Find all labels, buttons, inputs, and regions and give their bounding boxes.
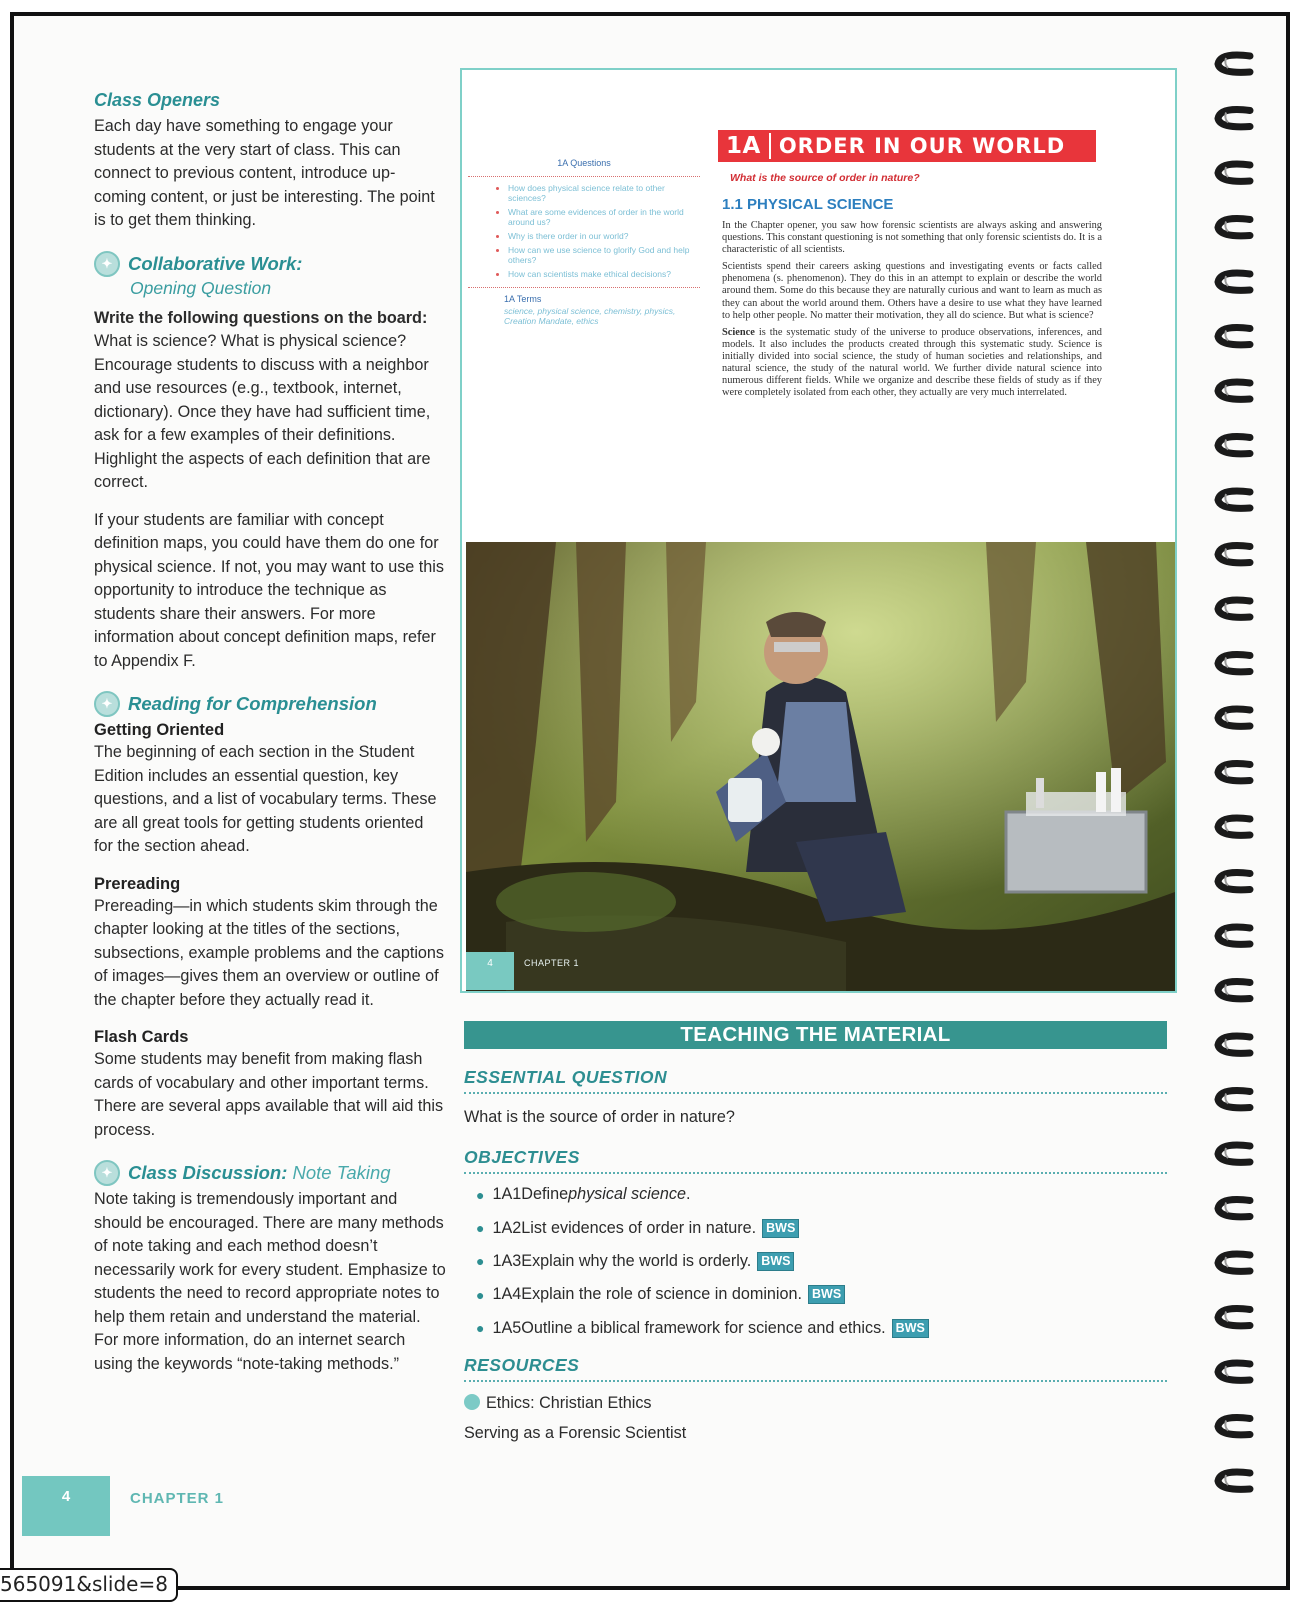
- spiral-coil: [1218, 1254, 1250, 1271]
- prereading-title: Prereading: [94, 874, 181, 893]
- section-banner: 1A ORDER IN OUR WORLD: [718, 130, 1096, 162]
- getting-oriented-text: The beginning of each section in the Student Edition includes an essential question, key questions, and a list of vocabulary terms. These are all great tools for getting students oriented for the section ahead.: [94, 743, 437, 855]
- question-item: • Why is there order in our world?: [508, 231, 700, 241]
- getting-oriented-title: Getting Oriented: [94, 721, 225, 739]
- spiral-coil: [1218, 982, 1250, 999]
- flash-cards-title: Flash Cards: [94, 1028, 189, 1046]
- collab-text: Write the following questions on the board: What is science? What is physical science? Encourage students to discuss with a neighbor and use resources (e.g., textbook, internet, dictionary). Once they have had sufficient time, ask for a few examples of their definitions. Highlight the aspects of each definition that are correct.: [94, 308, 431, 491]
- spiral-coil: [1218, 1145, 1250, 1162]
- forensic-scientist-photo: [466, 542, 1175, 993]
- spiral-coil: [1218, 1472, 1250, 1489]
- terms-list: science, physical science, chemistry, physics, Creation Mandate, ethics: [504, 306, 676, 326]
- discussion-text: Note taking is tremendously important and should be encouraged. There are many methods of note taking and each method doesn’t necessarily work for every student. Emphasize to students the need to record appropriate notes to help them retain and understand the material. For more information, do an internet search using the keywords “note-taking methods.”: [94, 1190, 446, 1373]
- prereading-text: Prereading—in which students skim through the chapter looking at the titles of the sections, subsections, example problems and the captions of images—gives them an overview or outline of the chapter before they actually read it.: [94, 896, 445, 1009]
- spiral-coil: [1218, 927, 1250, 944]
- spiral-coil: [1218, 1091, 1250, 1108]
- resources-section: [464, 1354, 1167, 1444]
- photo-page-number: 4: [466, 952, 514, 990]
- student-body-text: In the Chapter opener, you saw how forensic scientists are always asking and answering questions. This constant questioning is not something that only forensic scientists do. It is a characteristic of all scientists. Scientists spend their careers asking questions and investigating events or facts called phenomena (s. phenomenon). They do this in an attempt to explain or describe the world around them. Some do this because they are naturally curious and want to learn as much as they can about the world around them. Others have a desire to use what they have learned to help other people. No matter their motivation, they all do science. But what is science? Science is the systematic study of the universe to produce observations, inferences, and models. It also includes the products created through this systematic study. Science is initially divided into social science, the study of human societies and relationships, and natural science, the study of the natural world. We further divide natural science into numerous different fields. While we organize and describe these fields of study as if they were completely isolated from each other, they actually are very much interrelated.: [722, 220, 1102, 399]
- questions-title: 1A Questions: [557, 158, 611, 168]
- spiral-coil: [1218, 273, 1250, 290]
- spiral-coil: [1218, 219, 1250, 236]
- question-item: • How does physical science relate to other sciences?: [508, 183, 700, 203]
- resources-heading: RESOURCES: [464, 1354, 1167, 1382]
- bws-badge: BWS: [757, 1252, 794, 1271]
- objective-item: ● 1A5 Outline a biblical framework for science and ethics. BWS: [464, 1312, 1167, 1345]
- questions-box: [468, 158, 700, 326]
- collab-heading: ✦ Collaborative Work:: [94, 251, 446, 277]
- class-openers-text: Each day have something to engage your students at the very start of class. This can connect to previous content, introduce up-coming content, or just be interesting. The point is to get them thinking.: [94, 117, 435, 229]
- bws-badge: BWS: [892, 1319, 929, 1338]
- student-page-thumbnail: [460, 68, 1177, 993]
- spiral-coil: [1218, 546, 1250, 563]
- spiral-coil: [1218, 818, 1250, 835]
- spiral-coil: [1218, 655, 1250, 672]
- spiral-coil: [1218, 1418, 1250, 1435]
- objective-item: ● 1A3 Explain why the world is orderly. BWS: [464, 1245, 1167, 1278]
- questions-list: [468, 183, 700, 279]
- photo-illustration: [466, 542, 1175, 993]
- spiral-coil: [1218, 1363, 1250, 1380]
- reading-heading: ✦ Reading for Comprehension: [94, 691, 446, 717]
- spiral-binding: [1206, 40, 1266, 1540]
- spiral-coil: [1218, 764, 1250, 781]
- footer-chapter: CHAPTER 1: [130, 1490, 225, 1507]
- spiral-coil: [1218, 491, 1250, 508]
- spiral-coil: [1218, 1200, 1250, 1217]
- objectives-heading: OBJECTIVES: [464, 1146, 1167, 1174]
- url-fragment-tab: 565091&slide=8: [0, 1568, 178, 1602]
- section-title: 1.1 PHYSICAL SCIENCE: [722, 196, 894, 213]
- objective-item: ● 1A1 Define physical science .: [476, 1185, 691, 1204]
- essential-question-section: [464, 1066, 1167, 1128]
- resource-item: Ethics: Christian Ethics: [464, 1392, 1167, 1414]
- discussion-icon: ✦: [94, 1160, 120, 1186]
- photo-chapter-label: CHAPTER 1: [524, 958, 580, 968]
- reading-icon: ✦: [94, 691, 120, 717]
- teacher-notes-column: [94, 88, 446, 1390]
- spiral-coil: [1218, 873, 1250, 890]
- spiral-coil: [1218, 328, 1250, 345]
- page-number-tab: 4: [22, 1476, 110, 1536]
- spiral-coil: [1218, 110, 1250, 127]
- teaching-material-bar: TEACHING THE MATERIAL: [464, 1021, 1167, 1049]
- question-item: • How can we use science to glorify God and help others?: [508, 245, 700, 265]
- objectives-section: [464, 1146, 1167, 1345]
- spiral-coil: [1218, 437, 1250, 454]
- question-item: • How can scientists make ethical decisions?: [508, 269, 700, 279]
- spiral-coil: [1218, 55, 1250, 72]
- collab-subheading: Opening Question: [130, 277, 272, 298]
- resource-icon: [464, 1394, 480, 1410]
- objective-item: ● 1A2 List evidences of order in nature. BWS: [464, 1211, 1167, 1244]
- student-essential-question: What is the source of order in nature?: [730, 172, 920, 184]
- objectives-list: [464, 1178, 1167, 1345]
- terms-title: 1A Terms: [504, 294, 542, 304]
- bws-badge: BWS: [762, 1219, 799, 1238]
- collaboration-icon: ✦: [94, 251, 120, 277]
- resource-item: Serving as a Forensic Scientist: [464, 1424, 687, 1442]
- spiral-coil: [1218, 1309, 1250, 1326]
- spiral-coil: [1218, 164, 1250, 181]
- spiral-coil: [1218, 1036, 1250, 1053]
- objective-item: ● 1A4 Explain the role of science in dominion. BWS: [464, 1278, 1167, 1311]
- spiral-coil: [1218, 709, 1250, 726]
- question-item: • What are some evidences of order in the world around us?: [508, 207, 700, 227]
- bws-badge: BWS: [808, 1285, 845, 1304]
- class-openers-heading: Class Openers: [94, 90, 221, 110]
- spiral-coil: [1218, 600, 1250, 617]
- flash-cards-text: Some students may benefit from making flash cards of vocabulary and other important terms. There are several apps available that will aid this process.: [94, 1050, 444, 1139]
- collab-text-2: If your students are familiar with concept definition maps, you could have them do one for physical science. If not, you may want to use this opportunity to introduce the technique as students share their answers. For more information about concept definition maps, refer to Appendix F.: [94, 510, 444, 670]
- spiral-coil: [1218, 382, 1250, 399]
- discussion-heading: ✦ Class Discussion: Note Taking: [94, 1160, 446, 1186]
- essential-question-heading: ESSENTIAL QUESTION: [464, 1066, 1167, 1094]
- essential-question-text: What is the source of order in nature?: [464, 1108, 735, 1126]
